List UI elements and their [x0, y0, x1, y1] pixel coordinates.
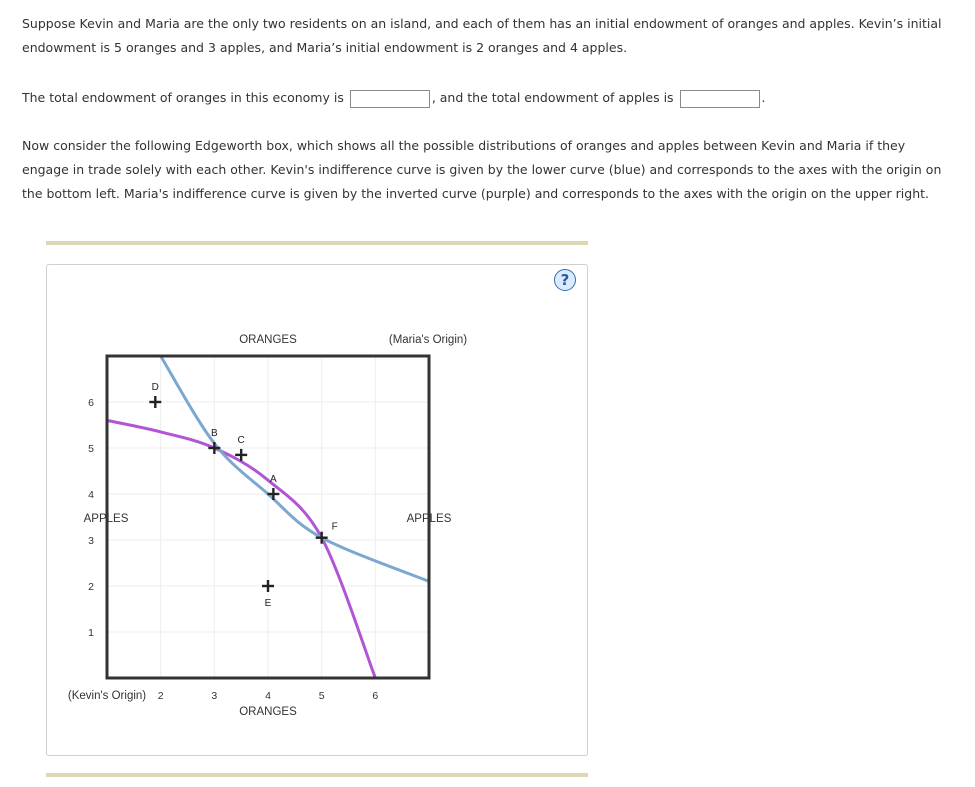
- top-oranges-label: ORANGES: [239, 334, 297, 346]
- x-tick-label: 3: [211, 690, 218, 702]
- apples-total-input[interactable]: [680, 90, 760, 108]
- question-middle: , and the total endowment of apples is: [431, 90, 674, 105]
- endowment-question: [22, 86, 952, 110]
- bottom-oranges-label: ORANGES: [239, 706, 297, 718]
- graph-panel: [46, 264, 588, 756]
- point-label: D: [151, 382, 159, 393]
- top-divider: [46, 241, 588, 245]
- right-apples-label: APPLES: [406, 513, 452, 525]
- y-tick-label: 1: [88, 627, 94, 639]
- point-label: F: [331, 521, 338, 533]
- y-tick-label: 3: [88, 535, 94, 547]
- point-label: B: [210, 428, 218, 439]
- maria-origin-label: (Maria's Origin): [388, 334, 468, 346]
- point-label: A: [270, 474, 277, 485]
- kevin-origin-label: (Kevin's Origin): [67, 690, 147, 702]
- question-prefix: The total endowment of oranges in this economy is: [22, 90, 344, 105]
- bottom-divider: [46, 773, 588, 777]
- point-label: C: [237, 434, 245, 446]
- question-suffix: .: [761, 90, 766, 105]
- oranges-total-input[interactable]: [350, 90, 430, 108]
- help-icon[interactable]: ?: [554, 269, 576, 291]
- problem-intro: Suppose Kevin and Maria are the only two residents on an island, and each of them has an initial endowment of oranges and apples. Kevin’s initial endowment is 5 oranges and 3 apples, and Maria’s initial endowment is 2 oranges and 4 apples.: [22, 16, 942, 55]
- y-tick-label: 5: [88, 443, 94, 455]
- y-tick-label: 6: [88, 397, 94, 409]
- y-tick-label: 2: [88, 581, 94, 593]
- x-tick-label: 5: [318, 690, 325, 702]
- point-label: E: [264, 598, 272, 609]
- x-tick-label: 2: [157, 690, 164, 702]
- x-tick-label: 6: [372, 690, 379, 702]
- y-tick-label: 4: [88, 489, 94, 501]
- edgeworth-description: Now consider the following Edgeworth box, which shows all the possible distributions of oranges and apples between Kevin and Maria if they engage in trade solely with each other. Kevin's indifference curve is given by the lower curve (blue) and corresponds to the axes with the origin on the bottom left. Maria's indifference curve is given by the inverted curve (purple) and corresponds to the axes with the origin on the upper right.: [22, 138, 942, 201]
- left-apples-label: APPLES: [83, 513, 129, 525]
- x-tick-label: 4: [265, 690, 271, 702]
